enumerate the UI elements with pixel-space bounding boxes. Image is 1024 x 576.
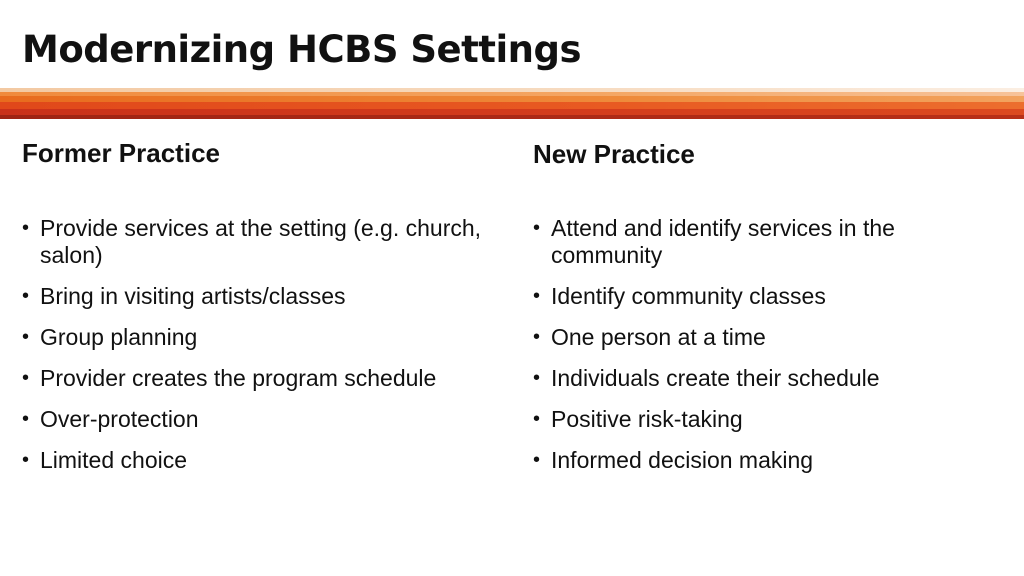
former-practice-list <box>22 215 502 488</box>
bullet-icon: • <box>533 217 541 239</box>
list-item <box>22 283 502 310</box>
list-item <box>533 406 1003 433</box>
list-item <box>533 447 1003 474</box>
new-practice-column <box>533 138 1003 473</box>
former-practice-column <box>22 138 502 473</box>
bullet-icon: • <box>22 285 30 307</box>
list-item-text: Informed decision making <box>551 447 814 473</box>
list-item <box>22 324 502 351</box>
bullet-icon: • <box>533 367 541 389</box>
decorative-stripe-band <box>0 88 1024 121</box>
bullet-icon: • <box>533 326 541 348</box>
list-item-text: Provider creates the program schedule <box>40 365 437 391</box>
list-item-text: Bring in visiting artists/classes <box>40 283 346 309</box>
list-item <box>22 447 502 474</box>
bullet-icon: • <box>22 367 30 389</box>
list-item <box>533 215 1003 269</box>
bullet-icon: • <box>22 449 30 471</box>
stripe <box>0 102 1024 109</box>
list-item <box>533 283 1003 310</box>
list-item-text: Over-protection <box>40 406 199 432</box>
bullet-icon: • <box>533 408 541 430</box>
former-practice-heading: Former Practice <box>22 138 220 168</box>
bullet-icon: • <box>533 285 541 307</box>
stripe <box>0 115 1024 119</box>
list-item <box>533 324 1003 351</box>
bullet-icon: • <box>22 326 30 348</box>
list-item <box>22 215 502 269</box>
list-item-text: Identify community classes <box>551 283 826 309</box>
new-practice-heading: New Practice <box>533 139 695 169</box>
slide-title: Modernizing HCBS Settings <box>22 28 582 71</box>
bullet-icon: • <box>533 449 541 471</box>
bullet-icon: • <box>22 408 30 430</box>
bullet-icon: • <box>22 217 30 239</box>
list-item-text: Limited choice <box>40 447 188 473</box>
list-item-text: Individuals create their schedule <box>551 365 880 391</box>
new-practice-list <box>533 215 1003 488</box>
list-item-text: One person at a time <box>551 324 766 350</box>
list-item-text: Attend and identify services in the community <box>551 215 895 268</box>
list-item-text: Positive risk-taking <box>551 406 743 432</box>
list-item <box>22 365 502 392</box>
list-item-text: Group planning <box>40 324 198 350</box>
list-item <box>22 406 502 433</box>
list-item-text: Provide services at the setting (e.g. church, salon) <box>40 215 482 268</box>
list-item <box>533 365 1003 392</box>
